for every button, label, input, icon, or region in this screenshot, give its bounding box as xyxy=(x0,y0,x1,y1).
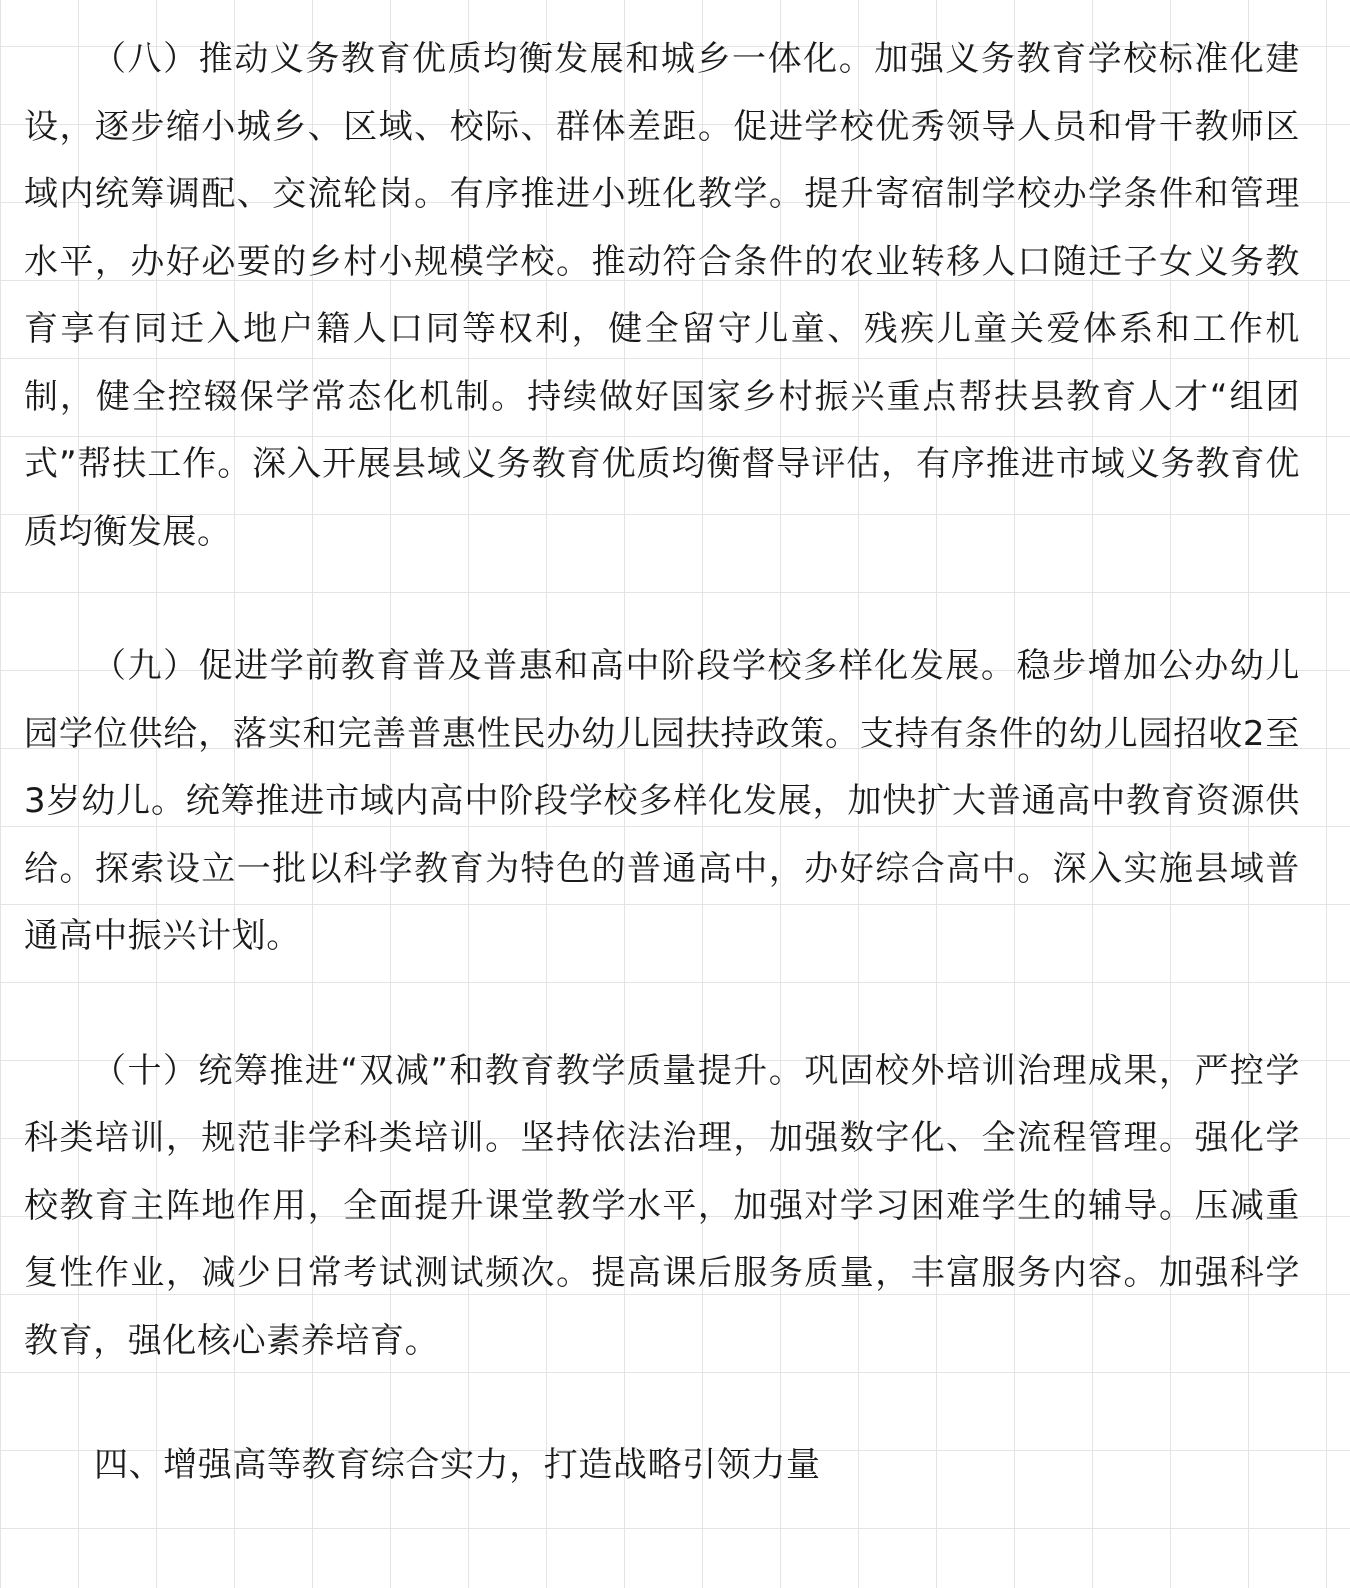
section-heading: 四、增强高等教育综合实力，打造战略引领力量 xyxy=(94,1445,821,1485)
paragraph-10: （十）统筹推进“双减”和教育教学质量提升。巩固校外培训治理成果，严控学科类培训，规范非学科类培训。坚持依法治理，加强数字化、全流程管理。强化学校教育主阵地作用，全面提升课堂教学水平，加强对学习困难学生的辅导。压减重复性作业，减少日常考试测试频次。提高课后服务质量，丰富服务内容。加强科学教育，强化核心素养培育。 xyxy=(24,1050,1300,1361)
paragraph-8: （八）推动义务教育优质均衡发展和城乡一体化。加强义务教育学校标准化建设，逐步缩小城乡、区域、校际、群体差距。促进学校优秀领导人员和骨干教师区域内统筹调配、交流轮岗。有序推进小班化教学。提升寄宿制学校办学条件和管理水平，办好必要的乡村小规模学校。推动符合条件的农业转移人口随迁子女义务教育享有同迁入地户籍人口同等权利，健全留守儿童、残疾儿童关爱体系和工作机制，健全控辍保学常态化机制。持续做好国家乡村振兴重点帮扶县教育人才“组团式”帮扶工作。深入开展县域义务教育优质均衡督导评估，有序推进市域义务教育优质均衡发展。 xyxy=(24,39,1300,552)
paragraph-9: （九）促进学前教育普及普惠和高中阶段学校多样化发展。稳步增加公办幼儿园学位供给，落实和完善普惠性民办幼儿园扶持政策。支持有条件的幼儿园招收2至3岁幼儿。统筹推进市域内高中阶段学校多样化发展，加快扩大普通高中教育资源供给。探索设立一批以科学教育为特色的普通高中，办好综合高中。深入实施县域普通高中振兴计划。 xyxy=(24,646,1300,956)
paragraph-spacer xyxy=(24,1375,1300,1432)
paragraph-spacer xyxy=(24,971,1300,1038)
document-body xyxy=(24,26,1300,1500)
paragraph-spacer xyxy=(24,566,1300,633)
